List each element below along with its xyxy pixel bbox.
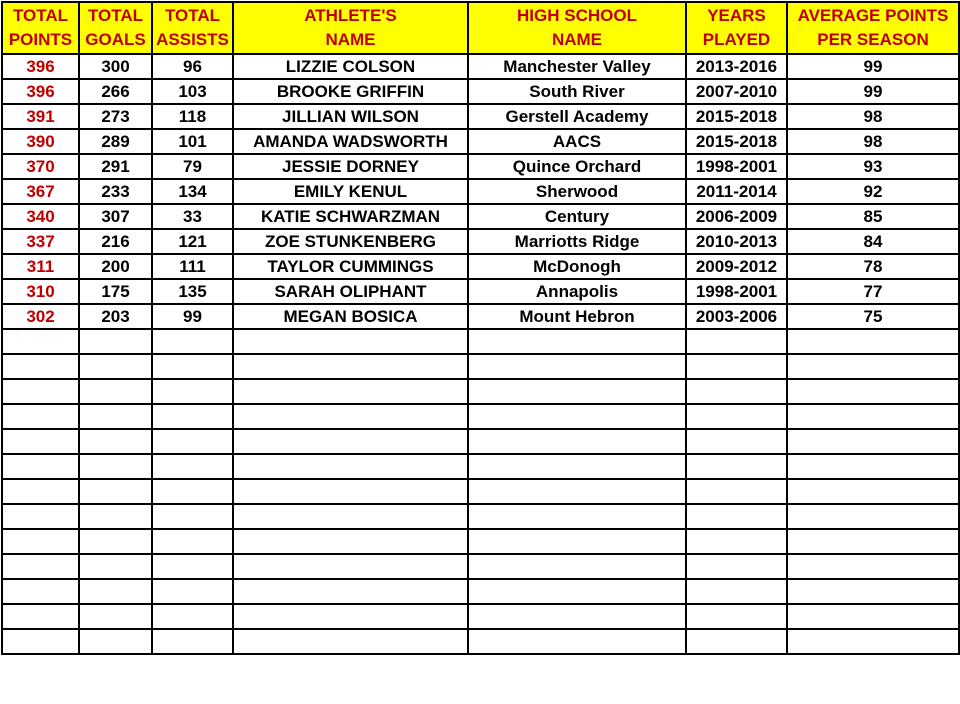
header-label: PER SEASON (817, 30, 929, 49)
header-label: ATHLETE'S (304, 6, 397, 25)
cell-total-assists[interactable] (152, 454, 233, 479)
cell-total-goals[interactable] (79, 454, 152, 479)
table-row (2, 179, 959, 204)
cell-athlete-name[interactable] (233, 404, 468, 429)
cell-total-goals[interactable] (79, 379, 152, 404)
cell-total-goals[interactable] (79, 554, 152, 579)
cell-total-goals[interactable]: 291 (79, 154, 152, 179)
cell-years-played[interactable] (686, 354, 787, 379)
cell-total-assists[interactable]: 79 (152, 154, 233, 179)
cell-average-points[interactable] (787, 554, 959, 579)
cell-total-assists[interactable] (152, 529, 233, 554)
cell-total-points[interactable] (2, 404, 79, 429)
cell-high-school-name[interactable]: Gerstell Academy (468, 104, 686, 129)
cell-total-assists[interactable]: 134 (152, 179, 233, 204)
table-row (2, 504, 959, 529)
cell-years-played[interactable] (686, 479, 787, 504)
cell-athlete-name[interactable]: BROOKE GRIFFIN (233, 79, 468, 104)
cell-athlete-name[interactable]: KATIE SCHWARZMAN (233, 204, 468, 229)
cell-average-points[interactable] (787, 604, 959, 629)
cell-total-points[interactable]: 337 (2, 229, 79, 254)
cell-high-school-name[interactable] (468, 454, 686, 479)
cell-years-played[interactable] (686, 504, 787, 529)
cell-total-points[interactable] (2, 479, 79, 504)
cell-total-assists[interactable] (152, 379, 233, 404)
table-row (2, 254, 959, 279)
cell-high-school-name[interactable] (468, 404, 686, 429)
cell-total-goals[interactable] (79, 354, 152, 379)
cell-high-school-name[interactable]: Manchester Valley (468, 54, 686, 79)
cell-years-played[interactable]: 2003-2006 (686, 304, 787, 329)
cell-total-assists[interactable] (152, 504, 233, 529)
cell-athlete-name[interactable]: LIZZIE COLSON (233, 54, 468, 79)
cell-total-goals[interactable] (79, 629, 152, 654)
header-label: TOTAL (87, 6, 144, 25)
table-row (2, 154, 959, 179)
cell-high-school-name[interactable]: Mount Hebron (468, 304, 686, 329)
table-row (2, 329, 959, 354)
cell-total-points[interactable]: 390 (2, 129, 79, 154)
header-label: YEARS (707, 6, 766, 25)
table-row (2, 129, 959, 154)
cell-years-played[interactable]: 2011-2014 (686, 179, 787, 204)
cell-total-goals[interactable]: 200 (79, 254, 152, 279)
cell-years-played[interactable] (686, 379, 787, 404)
cell-athlete-name[interactable]: EMILY KENUL (233, 179, 468, 204)
cell-years-played[interactable]: 2006-2009 (686, 204, 787, 229)
table-row (2, 304, 959, 329)
cell-total-goals[interactable] (79, 604, 152, 629)
cell-total-assists[interactable] (152, 579, 233, 604)
header-label: TOTAL (164, 6, 221, 25)
table-body (2, 54, 959, 654)
cell-high-school-name[interactable]: South River (468, 79, 686, 104)
cell-years-played[interactable] (686, 604, 787, 629)
cell-average-points[interactable]: 98 (787, 104, 959, 129)
cell-total-assists[interactable]: 111 (152, 254, 233, 279)
cell-total-points[interactable] (2, 379, 79, 404)
cell-total-points[interactable]: 367 (2, 179, 79, 204)
table-row (2, 429, 959, 454)
cell-athlete-name[interactable] (233, 579, 468, 604)
table-row (2, 554, 959, 579)
header-years-played[interactable] (686, 2, 787, 54)
cell-total-points[interactable]: 302 (2, 304, 79, 329)
cell-athlete-name[interactable] (233, 454, 468, 479)
cell-total-goals[interactable]: 273 (79, 104, 152, 129)
cell-athlete-name[interactable]: AMANDA WADSWORTH (233, 129, 468, 154)
cell-average-points[interactable]: 75 (787, 304, 959, 329)
cell-total-points[interactable] (2, 454, 79, 479)
cell-total-assists[interactable]: 121 (152, 229, 233, 254)
header-label: PLAYED (702, 30, 771, 49)
cell-total-points[interactable] (2, 429, 79, 454)
header-label: NAME (551, 30, 603, 49)
cell-athlete-name[interactable] (233, 329, 468, 354)
cell-athlete-name[interactable]: SARAH OLIPHANT (233, 279, 468, 304)
table-row (2, 204, 959, 229)
cell-total-points[interactable] (2, 554, 79, 579)
cell-total-goals[interactable]: 203 (79, 304, 152, 329)
cell-total-goals[interactable] (79, 504, 152, 529)
header-label: AVERAGE POINTS (797, 6, 949, 25)
cell-total-points[interactable]: 310 (2, 279, 79, 304)
cell-high-school-name[interactable] (468, 429, 686, 454)
table-row (2, 579, 959, 604)
cell-total-assists[interactable] (152, 429, 233, 454)
cell-high-school-name[interactable] (468, 604, 686, 629)
table-row (2, 279, 959, 304)
cell-total-assists[interactable] (152, 329, 233, 354)
cell-total-goals[interactable] (79, 404, 152, 429)
cell-total-goals[interactable]: 307 (79, 204, 152, 229)
cell-average-points[interactable]: 99 (787, 54, 959, 79)
cell-average-points[interactable] (787, 404, 959, 429)
cell-high-school-name[interactable]: McDonogh (468, 254, 686, 279)
cell-high-school-name[interactable] (468, 379, 686, 404)
cell-total-assists[interactable]: 118 (152, 104, 233, 129)
cell-total-assists[interactable]: 99 (152, 304, 233, 329)
cell-average-points[interactable]: 92 (787, 179, 959, 204)
cell-total-assists[interactable]: 135 (152, 279, 233, 304)
cell-high-school-name[interactable]: Sherwood (468, 179, 686, 204)
header-total-goals[interactable] (79, 2, 152, 54)
cell-high-school-name[interactable]: AACS (468, 129, 686, 154)
cell-years-played[interactable] (686, 404, 787, 429)
cell-average-points[interactable] (787, 529, 959, 554)
cell-athlete-name[interactable] (233, 554, 468, 579)
cell-total-points[interactable]: 311 (2, 254, 79, 279)
header-athlete-name[interactable] (233, 2, 468, 54)
table-row (2, 79, 959, 104)
cell-total-goals[interactable]: 289 (79, 129, 152, 154)
table-row (2, 604, 959, 629)
cell-total-goals[interactable]: 266 (79, 79, 152, 104)
cell-athlete-name[interactable]: MEGAN BOSICA (233, 304, 468, 329)
cell-average-points[interactable] (787, 454, 959, 479)
header-label: POINTS (8, 30, 73, 49)
cell-years-played[interactable] (686, 454, 787, 479)
cell-total-goals[interactable] (79, 329, 152, 354)
cell-high-school-name[interactable] (468, 529, 686, 554)
cell-years-played[interactable]: 2007-2010 (686, 79, 787, 104)
cell-average-points[interactable]: 99 (787, 79, 959, 104)
header-row (2, 2, 959, 54)
cell-athlete-name[interactable]: ZOE STUNKENBERG (233, 229, 468, 254)
cell-average-points[interactable]: 77 (787, 279, 959, 304)
cell-years-played[interactable]: 2015-2018 (686, 104, 787, 129)
cell-total-goals[interactable]: 216 (79, 229, 152, 254)
table-row (2, 529, 959, 554)
table-row (2, 354, 959, 379)
cell-athlete-name[interactable] (233, 604, 468, 629)
cell-total-goals[interactable] (79, 579, 152, 604)
cell-years-played[interactable] (686, 554, 787, 579)
header-total-points[interactable] (2, 2, 79, 54)
cell-high-school-name[interactable]: Annapolis (468, 279, 686, 304)
cell-average-points[interactable] (787, 479, 959, 504)
table-row (2, 54, 959, 79)
cell-total-points[interactable] (2, 329, 79, 354)
cell-total-goals[interactable] (79, 479, 152, 504)
cell-total-points[interactable]: 340 (2, 204, 79, 229)
cell-high-school-name[interactable]: Marriotts Ridge (468, 229, 686, 254)
cell-total-assists[interactable]: 101 (152, 129, 233, 154)
cell-total-points[interactable] (2, 629, 79, 654)
cell-total-points[interactable]: 396 (2, 54, 79, 79)
cell-average-points[interactable]: 78 (787, 254, 959, 279)
table-row (2, 629, 959, 654)
cell-years-played[interactable] (686, 579, 787, 604)
header-high-school-name[interactable] (468, 2, 686, 54)
cell-average-points[interactable]: 93 (787, 154, 959, 179)
header-label: ASSISTS (156, 30, 229, 49)
cell-average-points[interactable]: 85 (787, 204, 959, 229)
cell-high-school-name[interactable] (468, 329, 686, 354)
cell-athlete-name[interactable] (233, 429, 468, 454)
cell-average-points[interactable] (787, 329, 959, 354)
cell-years-played[interactable]: 2009-2012 (686, 254, 787, 279)
cell-average-points[interactable] (787, 429, 959, 454)
cell-high-school-name[interactable] (468, 579, 686, 604)
cell-high-school-name[interactable] (468, 629, 686, 654)
cell-years-played[interactable] (686, 329, 787, 354)
cell-athlete-name[interactable] (233, 379, 468, 404)
table-row (2, 104, 959, 129)
cell-years-played[interactable] (686, 529, 787, 554)
cell-total-points[interactable] (2, 579, 79, 604)
table-row (2, 479, 959, 504)
cell-average-points[interactable] (787, 379, 959, 404)
header-label: NAME (325, 30, 376, 49)
cell-total-assists[interactable] (152, 554, 233, 579)
cell-total-assists[interactable]: 96 (152, 54, 233, 79)
cell-high-school-name[interactable]: Century (468, 204, 686, 229)
table-row (2, 379, 959, 404)
cell-athlete-name[interactable] (233, 354, 468, 379)
cell-athlete-name[interactable]: JESSIE DORNEY (233, 154, 468, 179)
cell-high-school-name[interactable] (468, 504, 686, 529)
cell-total-assists[interactable] (152, 604, 233, 629)
cell-total-assists[interactable]: 33 (152, 204, 233, 229)
cell-athlete-name[interactable] (233, 629, 468, 654)
cell-athlete-name[interactable] (233, 529, 468, 554)
cell-athlete-name[interactable]: JILLIAN WILSON (233, 104, 468, 129)
cell-years-played[interactable] (686, 429, 787, 454)
table-row (2, 454, 959, 479)
cell-total-goals[interactable]: 233 (79, 179, 152, 204)
cell-high-school-name[interactable] (468, 479, 686, 504)
cell-years-played[interactable]: 1998-2001 (686, 154, 787, 179)
cell-total-goals[interactable]: 300 (79, 54, 152, 79)
cell-years-played[interactable]: 2015-2018 (686, 129, 787, 154)
cell-high-school-name[interactable]: Quince Orchard (468, 154, 686, 179)
cell-total-points[interactable]: 396 (2, 79, 79, 104)
cell-total-points[interactable] (2, 354, 79, 379)
cell-total-goals[interactable] (79, 529, 152, 554)
header-total-assists[interactable] (152, 2, 233, 54)
cell-athlete-name[interactable]: TAYLOR CUMMINGS (233, 254, 468, 279)
cell-high-school-name[interactable] (468, 354, 686, 379)
header-average-points[interactable] (787, 2, 959, 54)
cell-years-played[interactable]: 2013-2016 (686, 54, 787, 79)
table-row (2, 404, 959, 429)
cell-athlete-name[interactable] (233, 479, 468, 504)
cell-years-played[interactable]: 2010-2013 (686, 229, 787, 254)
cell-average-points[interactable] (787, 354, 959, 379)
cell-average-points[interactable] (787, 629, 959, 654)
header-label: TOTAL (12, 6, 69, 25)
cell-high-school-name[interactable] (468, 554, 686, 579)
cell-years-played[interactable]: 1998-2001 (686, 279, 787, 304)
header-label: HIGH SCHOOL (517, 6, 637, 25)
cell-average-points[interactable] (787, 504, 959, 529)
cell-total-points[interactable] (2, 604, 79, 629)
cell-total-goals[interactable] (79, 429, 152, 454)
cell-total-assists[interactable] (152, 354, 233, 379)
cell-athlete-name[interactable] (233, 504, 468, 529)
cell-total-assists[interactable] (152, 479, 233, 504)
cell-average-points[interactable]: 98 (787, 129, 959, 154)
table-row (2, 229, 959, 254)
cell-total-assists[interactable]: 103 (152, 79, 233, 104)
cell-total-assists[interactable] (152, 629, 233, 654)
cell-total-goals[interactable]: 175 (79, 279, 152, 304)
cell-total-assists[interactable] (152, 404, 233, 429)
cell-average-points[interactable]: 84 (787, 229, 959, 254)
header-label: GOALS (85, 30, 146, 49)
cell-total-points[interactable]: 370 (2, 154, 79, 179)
cell-years-played[interactable] (686, 629, 787, 654)
records-table (1, 1, 960, 655)
cell-total-points[interactable] (2, 504, 79, 529)
cell-total-points[interactable] (2, 529, 79, 554)
cell-total-points[interactable]: 391 (2, 104, 79, 129)
cell-average-points[interactable] (787, 579, 959, 604)
